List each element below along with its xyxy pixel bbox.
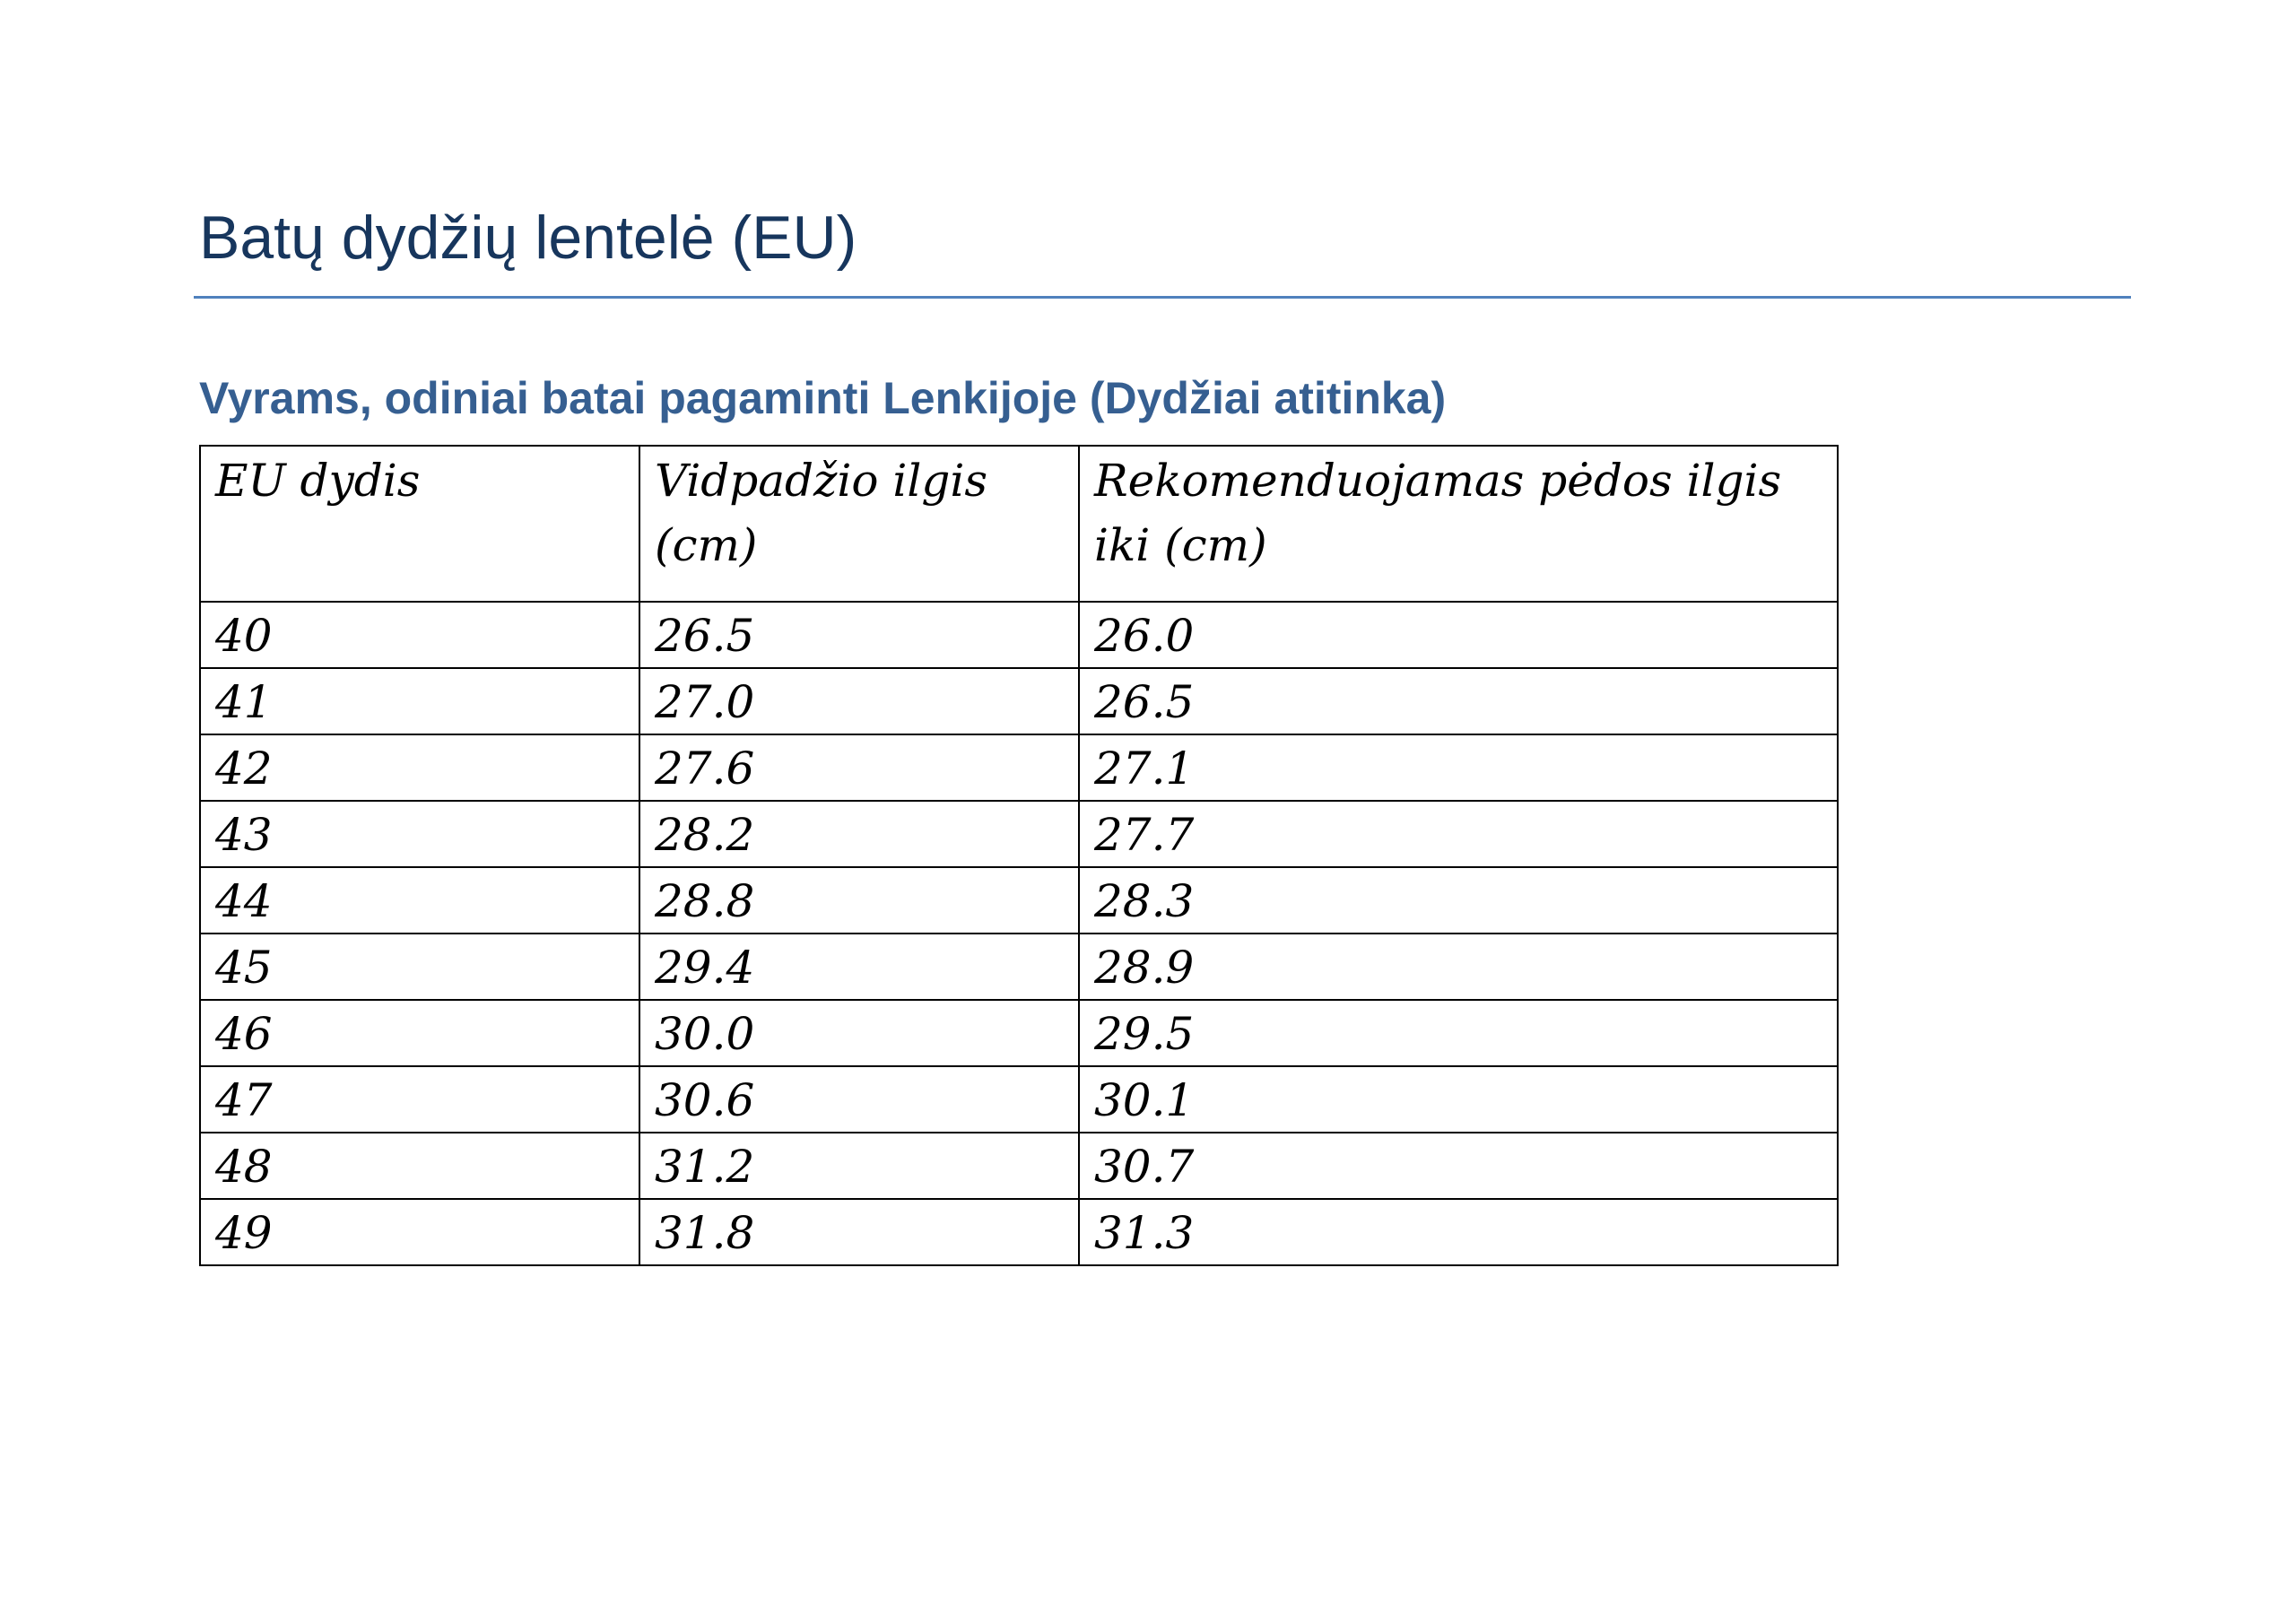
table-row — [200, 734, 1838, 801]
cell-foot-length: 30.7 — [1079, 1133, 1838, 1199]
cell-insole-length: 30.6 — [639, 1066, 1079, 1133]
cell-insole-length: 29.4 — [639, 934, 1079, 1000]
section-heading: Vyrams, odiniai batai pagaminti Lenkijoje (Dydžiai atitinka) — [199, 373, 1447, 423]
cell-foot-length: 29.5 — [1079, 1000, 1838, 1066]
cell-eu-size: 44 — [200, 867, 639, 934]
cell-foot-length: 28.9 — [1079, 934, 1838, 1000]
cell-eu-size: 48 — [200, 1133, 639, 1199]
cell-foot-length: 31.3 — [1079, 1199, 1838, 1265]
table-row — [200, 1000, 1838, 1066]
page-title: Batų dydžių lentelė (EU) — [199, 204, 857, 272]
header-recommended-foot-length: Rekomenduojamas pėdos ilgis iki (cm) — [1079, 446, 1838, 602]
table-row — [200, 801, 1838, 867]
table-row — [200, 602, 1838, 668]
cell-insole-length: 27.0 — [639, 668, 1079, 734]
table-row — [200, 1066, 1838, 1133]
cell-insole-length: 30.0 — [639, 1000, 1079, 1066]
cell-insole-length: 28.2 — [639, 801, 1079, 867]
cell-foot-length: 30.1 — [1079, 1066, 1838, 1133]
cell-eu-size: 45 — [200, 934, 639, 1000]
cell-eu-size: 42 — [200, 734, 639, 801]
table-row — [200, 934, 1838, 1000]
cell-eu-size: 46 — [200, 1000, 639, 1066]
shoe-size-table — [199, 445, 1839, 1266]
cell-eu-size: 41 — [200, 668, 639, 734]
cell-foot-length: 26.0 — [1079, 602, 1838, 668]
table-row — [200, 867, 1838, 934]
title-divider — [194, 296, 2131, 299]
table-row — [200, 1133, 1838, 1199]
cell-foot-length: 28.3 — [1079, 867, 1838, 934]
cell-insole-length: 31.8 — [639, 1199, 1079, 1265]
cell-foot-length: 27.1 — [1079, 734, 1838, 801]
cell-foot-length: 26.5 — [1079, 668, 1838, 734]
cell-insole-length: 27.6 — [639, 734, 1079, 801]
cell-insole-length: 26.5 — [639, 602, 1079, 668]
table-row — [200, 1199, 1838, 1265]
cell-eu-size: 49 — [200, 1199, 639, 1265]
table-row — [200, 668, 1838, 734]
cell-eu-size: 43 — [200, 801, 639, 867]
cell-insole-length: 28.8 — [639, 867, 1079, 934]
cell-foot-length: 27.7 — [1079, 801, 1838, 867]
cell-eu-size: 47 — [200, 1066, 639, 1133]
cell-insole-length: 31.2 — [639, 1133, 1079, 1199]
cell-eu-size: 40 — [200, 602, 639, 668]
header-eu-size: EU dydis — [200, 446, 639, 602]
table-header-row — [200, 446, 1838, 602]
header-insole-length: Vidpadžio ilgis (cm) — [639, 446, 1079, 602]
